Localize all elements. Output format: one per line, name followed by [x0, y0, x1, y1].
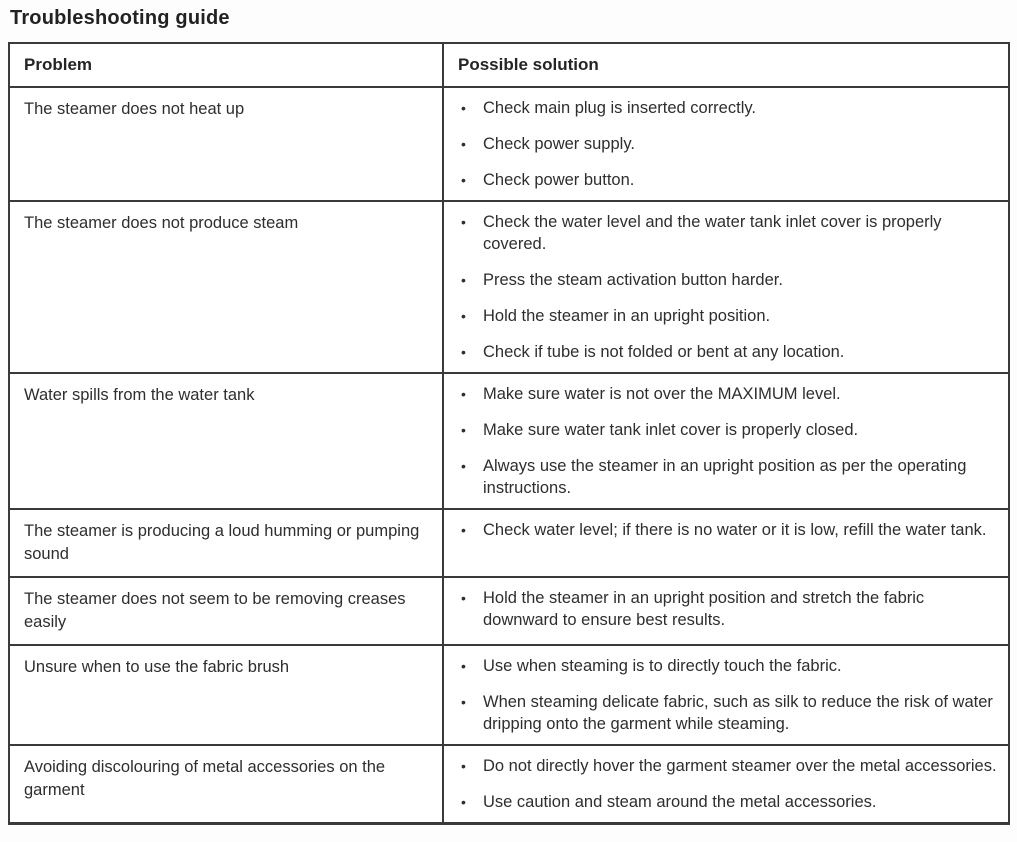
solution-text: Hold the steamer in an upright position.: [483, 307, 771, 325]
solution-item: [444, 97, 998, 119]
solution-text: Make sure water tank inlet cover is properly closed.: [483, 421, 859, 439]
solution-text: Use caution and steam around the metal accessories.: [483, 793, 877, 811]
bullet-icon: •: [461, 694, 466, 710]
page-title: Troubleshooting guide: [10, 7, 230, 29]
solution-item: [444, 455, 998, 499]
table-row: [9, 373, 1009, 509]
bullet-icon: •: [461, 458, 466, 474]
solution-text: Always use the steamer in an upright position as per the operating instructions.: [483, 457, 967, 497]
solution-item: [444, 587, 998, 631]
bullet-icon: •: [461, 272, 466, 288]
table-body: [9, 87, 1009, 824]
table-header-row: [9, 43, 1009, 87]
bullet-icon: •: [461, 386, 466, 402]
problem-cell: Avoiding discolouring of metal accessories on the garment: [9, 745, 443, 824]
bullet-icon: •: [461, 214, 466, 230]
table-row: [9, 645, 1009, 745]
solution-item: [444, 519, 998, 541]
problem-cell: Unsure when to use the fabric brush: [9, 645, 443, 745]
solution-item: [444, 383, 998, 405]
solution-text: Check the water level and the water tank inlet cover is properly covered.: [483, 213, 942, 253]
bullet-icon: •: [461, 136, 466, 152]
solution-cell: [443, 577, 1009, 645]
problem-cell: The steamer is producing a loud humming or pumping sound: [9, 509, 443, 577]
solution-item: [444, 791, 998, 813]
solution-text: Check main plug is inserted correctly.: [483, 99, 756, 117]
problem-column-header: Problem: [9, 43, 443, 87]
solution-cell: [443, 87, 1009, 201]
solution-column-header: Possible solution: [443, 43, 1009, 87]
solution-cell: [443, 373, 1009, 509]
solution-text: Check power supply.: [483, 135, 635, 153]
solution-item: [444, 133, 998, 155]
solution-cell: [443, 509, 1009, 577]
solution-cell: [443, 645, 1009, 745]
table-row: [9, 509, 1009, 577]
bullet-icon: •: [461, 344, 466, 360]
solution-list: [444, 519, 998, 541]
table-row: [9, 745, 1009, 824]
solution-text: Press the steam activation button harder.: [483, 271, 783, 289]
problem-cell: The steamer does not seem to be removing creases easily: [9, 577, 443, 645]
solution-list: [444, 587, 998, 631]
table-row: [9, 577, 1009, 645]
solution-text: When steaming delicate fabric, such as silk to reduce the risk of water dripping onto the garment while steaming.: [483, 693, 993, 733]
solution-item: [444, 419, 998, 441]
table-row: [9, 87, 1009, 201]
bullet-icon: •: [461, 758, 466, 774]
problem-cell: Water spills from the water tank: [9, 373, 443, 509]
solution-list: [444, 383, 998, 499]
problem-cell: The steamer does not produce steam: [9, 201, 443, 373]
solution-item: [444, 169, 998, 191]
solution-item: [444, 655, 998, 677]
solution-item: [444, 691, 998, 735]
solution-text: Use when steaming is to directly touch the fabric.: [483, 657, 842, 675]
solution-item: [444, 211, 998, 255]
solution-text: Check if tube is not folded or bent at any location.: [483, 343, 845, 361]
bullet-icon: •: [461, 658, 466, 674]
solution-item: [444, 269, 998, 291]
troubleshooting-table: [8, 42, 1010, 825]
bullet-icon: •: [461, 100, 466, 116]
bullet-icon: •: [461, 172, 466, 188]
solution-list: [444, 755, 998, 813]
bullet-icon: •: [461, 590, 466, 606]
solution-cell: [443, 745, 1009, 824]
solution-list: [444, 655, 998, 735]
solution-text: Make sure water is not over the MAXIMUM level.: [483, 385, 841, 403]
bullet-icon: •: [461, 308, 466, 324]
solution-text: Check water level; if there is no water or it is low, refill the water tank.: [483, 521, 987, 539]
solution-item: [444, 341, 998, 363]
solution-cell: [443, 201, 1009, 373]
bullet-icon: •: [461, 422, 466, 438]
problem-cell: The steamer does not heat up: [9, 87, 443, 201]
table-row: [9, 201, 1009, 373]
solution-text: Check power button.: [483, 171, 635, 189]
bullet-icon: •: [461, 794, 466, 810]
solution-item: [444, 305, 998, 327]
solution-item: [444, 755, 998, 777]
solution-text: Do not directly hover the garment steamer over the metal accessories.: [483, 757, 997, 775]
solution-text: Hold the steamer in an upright position and stretch the fabric downward to ensure best results.: [483, 589, 925, 629]
solution-list: [444, 211, 998, 363]
solution-list: [444, 97, 998, 191]
bullet-icon: •: [461, 522, 466, 538]
